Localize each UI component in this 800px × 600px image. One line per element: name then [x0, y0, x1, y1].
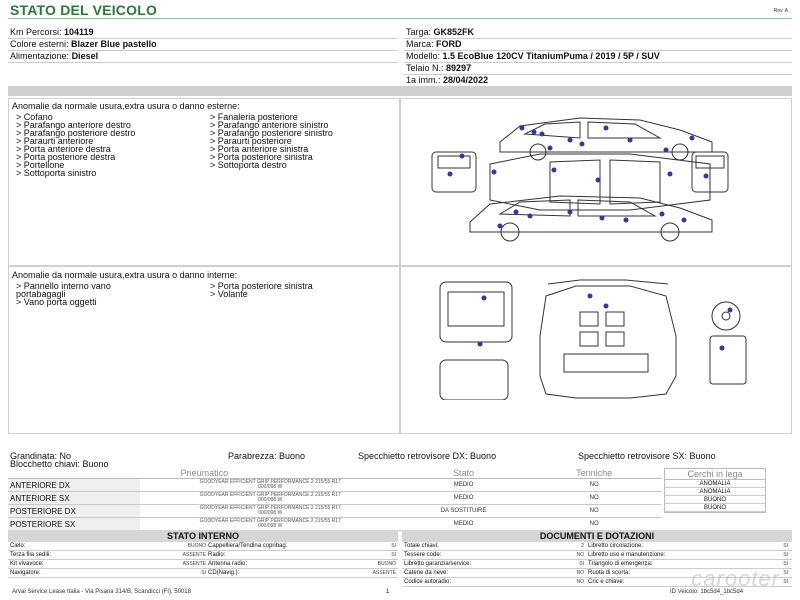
- list-item: portabagagli: [16, 289, 66, 299]
- external-list-col2: [210, 113, 333, 169]
- cerchi-value: ANOMALIA: [665, 488, 765, 496]
- page-number: 1: [386, 589, 390, 595]
- col-header-stato: Stato: [401, 468, 527, 479]
- internal-list-col1: [16, 282, 111, 306]
- list-item: > Paraurti anteriore: [16, 136, 94, 146]
- info-targa: Targa: GK852FK: [406, 27, 475, 37]
- table-row: Kit vivavoce: ASSENTE Antenna radio: BUONO: [10, 561, 396, 567]
- table-row: Tessere code: NO Libretto uso e manutenzione: SI: [402, 551, 792, 560]
- list-item: > Parafango posteriore destro: [16, 128, 136, 138]
- info-modello: Modello: 1.5 EcoBlue 120CV TitaniumPuma / 2019 / 5P / SUV: [406, 51, 660, 61]
- external-damage-title: Anomalie da normale usura,extra usura o danno esterne:: [12, 101, 240, 111]
- external-list-col1: [16, 113, 135, 177]
- cerchi-value: BUONO: [665, 496, 765, 504]
- list-item: > Porta anteriore destra: [16, 144, 111, 154]
- table-row: ANTERIORE SX GOODYEAR EFFICIENT GRIP PERFORMANCE 2 215/55 R17 000/098 W MEDIO NO: [8, 492, 662, 505]
- list-item: > Parafango posteriore sinistro: [210, 128, 333, 138]
- table-row: POSTERIORE SX GOODYEAR EFFICIENT GRIP PERFORMANCE 2 215/55 R17 000/098 W MEDIO NO: [8, 518, 662, 531]
- list-item: > Fanaleria posteriore: [210, 112, 298, 122]
- revision: Rev. A: [773, 8, 788, 14]
- table-row: Catene da neve: NO Ruota di scorta: SI: [402, 569, 792, 578]
- list-item: > Sottoporta destro: [210, 160, 287, 170]
- list-item: > Portellone: [16, 160, 65, 170]
- vehicle-info-left: [10, 26, 157, 62]
- table-row: Terza fila sedili: ASSENTE Radio: SI: [10, 552, 396, 558]
- internal-list-col2: [210, 282, 313, 298]
- footer-address: Arval Service Lease Italia - Via Pisana 314/B, Scandicci (FI), 50018: [12, 589, 191, 595]
- stato-interno-title: STATO INTERNO: [8, 530, 398, 542]
- list-item: > Pannello interno vano: [16, 281, 111, 291]
- table-row: Cielo: BUONO Cappelliera/Tendina copribag: SI: [10, 543, 396, 549]
- info-colore: Colore esterni: Blazer Blue pastello: [10, 39, 157, 49]
- table-row: Libretto garanzia/service: SI Triangolo di emergenza: SI: [402, 560, 792, 569]
- documenti-title: DOCUMENTI E DOTAZIONI: [402, 530, 792, 542]
- list-item: > Sottoporta sinistro: [16, 168, 97, 178]
- info-marca: Marca: FORD: [406, 39, 462, 49]
- list-item: > Paraurti posteriore: [210, 136, 292, 146]
- list-item: > Vano porta oggetti: [16, 297, 97, 307]
- table-row: Navigatore: SI CD(Navig.): ASSENTE: [10, 570, 396, 576]
- list-item: > Parafango anteriore destro: [16, 120, 131, 130]
- list-item: > Volante: [210, 289, 248, 299]
- list-item: > Porta anteriore sinistra: [210, 144, 309, 154]
- info-km: Km Percorsi: 104119: [10, 27, 94, 37]
- section-bar: [8, 86, 792, 96]
- status-parabrezza: Parabrezza: Buono: [228, 451, 306, 461]
- footer-vehicle-id: ID Veicolo: 1bc5d4_1bc5d4: [670, 589, 744, 595]
- divider: [8, 18, 792, 19]
- table-row: Codice autoradio: NO Cric e chiave: SI: [402, 578, 792, 587]
- cerchi-table: [664, 468, 766, 513]
- col-header-pneumatico: Pneumatico: [8, 468, 401, 479]
- list-item: > Cofano: [16, 112, 53, 122]
- col-header-tecniche: Tenniche: [526, 468, 662, 479]
- list-item: > Parafango anteriore sinistro: [210, 120, 329, 130]
- cerchi-value: ANOMALIA: [665, 480, 765, 488]
- stato-interno-grid: [8, 542, 398, 578]
- status-specchio-dx: Specchietto retrovisore DX: Buono: [358, 451, 497, 461]
- status-specchio-sx: Specchietto retrovisore SX: Buono: [578, 451, 716, 461]
- status-blocchetto: Blocchetto chiavi: Buono: [10, 459, 109, 469]
- tyres-table: [8, 468, 662, 531]
- vehicle-info-right: [406, 26, 660, 86]
- table-row: ANTERIORE DX GOODYEAR EFFICIENT GRIP PERFORMANCE 2 215/55 R17 000/098 W MEDIO NO: [8, 479, 662, 492]
- status-grandinata: Grandinata: No: [10, 451, 72, 461]
- info-alimentazione: Alimentazione: Diesel: [10, 51, 99, 61]
- cerchi-header: Cerchi in lega: [665, 469, 765, 480]
- list-item: > Porta posteriore destra: [16, 152, 116, 162]
- table-row: Totale chiavi: 2 Libretto circolazione: SI: [402, 542, 792, 551]
- list-item: > Porta posteriore sinistra: [210, 281, 313, 291]
- info-immatricolazione: 1a imm.: 28/04/2022: [406, 75, 489, 85]
- list-item: > Porta posteriore sinistra: [210, 152, 313, 162]
- internal-damage-title: Anomalie da normale usura,extra usura o danno interne:: [12, 270, 238, 280]
- interior-car-diagram: [430, 276, 760, 400]
- page-title: STATO DEL VEICOLO: [10, 2, 158, 18]
- info-telaio: Telaio N.: 89297: [406, 63, 472, 73]
- table-row: POSTERIORE DX GOODYEAR EFFICIENT GRIP PERFORMANCE 2 215/55 R17 000/098 W DA SOSTITUIRE NO: [8, 505, 662, 518]
- watermark: carooter: [691, 566, 780, 591]
- exterior-car-diagram: [430, 104, 730, 264]
- cerchi-value: BUONO: [665, 504, 765, 512]
